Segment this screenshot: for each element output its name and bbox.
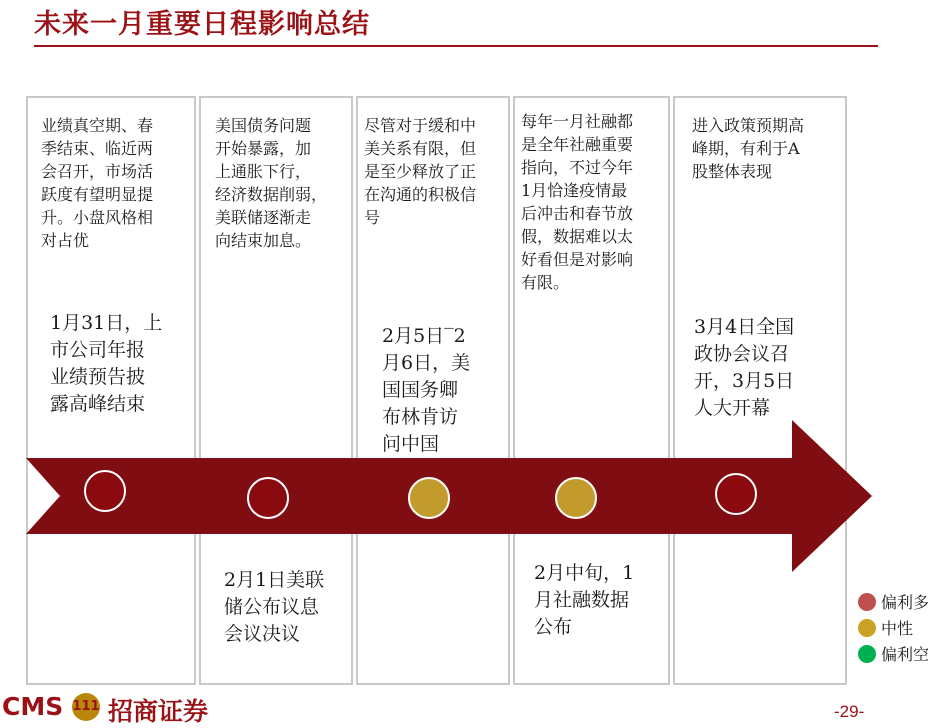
legend-bullish: 偏利多 bbox=[858, 592, 929, 614]
neutral-dot-icon bbox=[858, 619, 876, 637]
impact-note-3: 尽管对于缓和中 美关系有限，但 是至少释放了正 在沟通的积极信 号 bbox=[364, 116, 477, 227]
impact-note-4: 每年一月社融都 是全年社融重要 指向，不过今年 1月恰逢疫情最 后冲击和春节放 假，数据难以太 好看但是对影响 有限。 bbox=[521, 112, 634, 292]
event-date-2: 2月1日美联 储公布议息 会议决议 bbox=[224, 569, 325, 645]
bullish-dot-icon bbox=[858, 593, 876, 611]
legend-bearish: 偏利空 bbox=[858, 644, 929, 666]
impact-note-5: 进入政策预期高 峰期，有利于A 股整体表现 bbox=[692, 116, 805, 181]
event-marker-5 bbox=[716, 474, 756, 514]
event-date-3: 2月5日‾2 月6日，美 国国务卿 布林肯访 问中国 bbox=[382, 325, 471, 455]
page-number: -29- bbox=[834, 702, 865, 721]
event-marker-2 bbox=[248, 478, 288, 518]
page-title: 未来一月重要日程影响总结 bbox=[34, 9, 370, 40]
impact-note-1: 业绩真空期、春 季结束、临近两 会召开，市场活 跃度有望明显提 升。小盘风格相 对占优 bbox=[41, 116, 154, 250]
event-date-4: 2月中旬，1 月社融数据 公布 bbox=[534, 562, 635, 638]
bearish-dot-icon bbox=[858, 645, 876, 663]
logo-company-name: 招商证券 bbox=[108, 697, 209, 726]
event-date-5: 3月4日全国 政协会议召 开，3月5日 人大开幕 bbox=[694, 316, 795, 419]
event-marker-4 bbox=[556, 478, 596, 518]
event-date-1: 1月31日，上 市公司年报 业绩预告披 露高峰结束 bbox=[50, 312, 163, 415]
logo-badge-icon: 111 bbox=[72, 693, 100, 721]
event-marker-1 bbox=[85, 471, 125, 511]
logo-cms-text: CMS bbox=[2, 692, 64, 721]
legend-neutral: 中性 bbox=[858, 618, 913, 640]
event-marker-3 bbox=[409, 478, 449, 518]
impact-note-2: 美国债务问题 开始暴露，加 上通胀下行， 经济数据削弱， 美联储逐渐走 向结束加息。 bbox=[215, 116, 328, 250]
